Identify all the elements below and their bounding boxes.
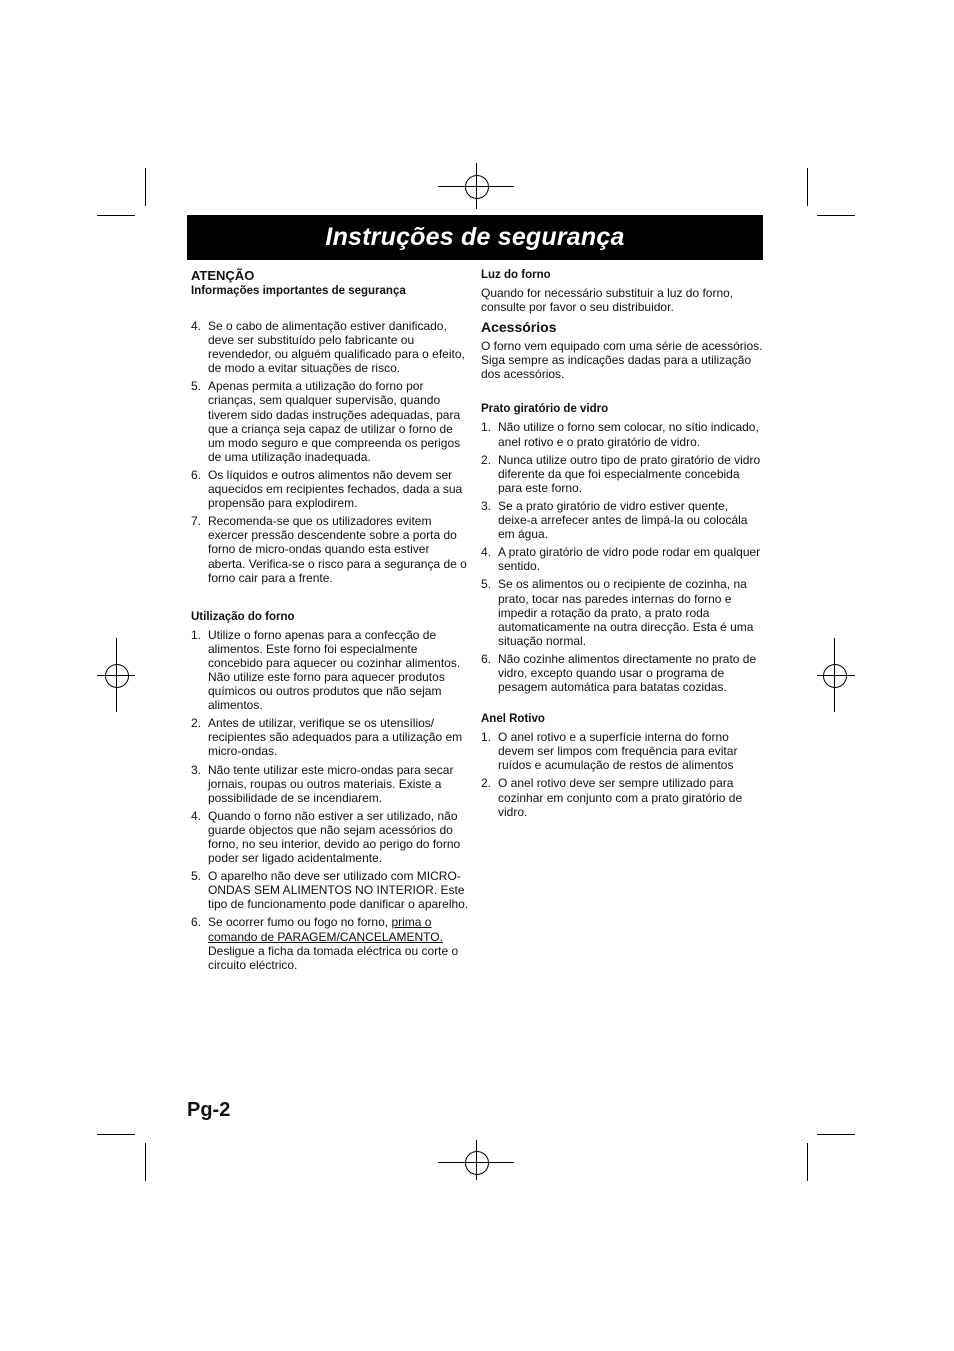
turntable-list	[481, 420, 763, 694]
light-heading: Luz do forno	[481, 269, 551, 281]
list-item: 2. O anel rotivo deve ser sempre utilizado para cozinhar em conjunto com a prato giratório de vidro.	[481, 776, 743, 819]
list-item: 1. Utilize o forno apenas para a confecção de alimentos. Este forno foi especialmente concebido para aquecer ou cozinhar alimentos. Não utilize este forno para aquecer produtos químicos ou outros produtos que não sejam alimentos.	[191, 627, 461, 713]
crop-mark	[817, 1134, 855, 1135]
crop-mark	[807, 168, 808, 206]
usage-heading: Utilização do forno	[191, 610, 295, 623]
list-item: 6. Se ocorrer fumo ou fogo no forno, prima o comando de PARAGEM/CANCELAMENTO. Desligue a ficha da tomada eléctrica ou corte o circuito eléctrico.	[191, 915, 459, 972]
turntable-heading: Prato giratório de vidro	[481, 403, 609, 416]
list-item: 4. Quando o forno não estiver a ser utilizado, não guarde objectos que não sejam acessórios do forno, no seu interior, devido ao perigo do forno poder ser ligado acidentalmente.	[191, 808, 461, 866]
warning-list	[191, 319, 469, 585]
crop-mark	[97, 215, 135, 216]
list-item: 6. Os líquidos e outros alimentos não devem ser aquecidos em recipientes fechados, dada a sua propensão para explodirem.	[191, 467, 463, 511]
crop-mark	[145, 168, 146, 206]
warning-subheading: Informações importantes de segurança	[191, 285, 406, 297]
crop-mark	[817, 215, 855, 216]
page-number: Pg-2	[187, 1099, 231, 1121]
ring-list	[481, 730, 763, 819]
title-banner	[187, 215, 763, 260]
accessories-heading: Acessórios	[481, 319, 557, 336]
crop-mark	[145, 1143, 146, 1181]
list-item: 2. Nunca utilize outro tipo de prato giratório de vidro diferente da que foi especialmente concebida para este forno.	[481, 452, 761, 495]
list-item: 1. O anel rotivo e a superfície interna do forno devem ser limpos com frequência para evitar ruídos e acumulação de restos de alimentos	[481, 730, 738, 773]
list-item: 4. A prato giratório de vidro pode rodar em qualquer sentido.	[481, 545, 761, 574]
list-item: 1. Não utilize o forno sem colocar, no sítio indicado, anel rotivo e o prato giratório de vidro.	[481, 420, 759, 449]
list-item: 3. Não tente utilizar este micro-ondas para secar jornais, roupas ou outros materiais. Existe a possibilidade de se incendiarem.	[191, 762, 454, 805]
list-item: 2. Antes de utilizar, verifique se os utensílios/ recipientes são adequados para a utilização em micro-ondas.	[191, 716, 463, 759]
list-item: 7. Recomenda-se que os utilizadores evitem exercer pressão descendente sobre a porta do forno de micro-ondas quando esta estiver aberta. Verifica-se o risco para a segurança de o forno cair para a frente.	[191, 514, 467, 585]
ring-heading: Anel Rotivo	[481, 713, 545, 726]
list-item: 5. Apenas permita a utilização do forno por crianças, sem qualquer supervisão, quando tiverem sido dadas instruções adequadas, para que a criança seja capaz de utilizar o forno de um modo seguro e que compreenda os perigos de uma utilização inadequada.	[191, 379, 461, 464]
usage-list	[191, 628, 469, 972]
page-title: Instruções de segurança	[325, 223, 625, 251]
crop-mark	[97, 1134, 135, 1135]
list-item: 3. Se a prato giratório de vidro estiver quente, deixe-a arrefecer antes de limpá-la ou colocála em água.	[481, 498, 748, 542]
list-item: 6. Não cozinhe alimentos directamente no prato de vidro, excepto quando usar o programa de pesagem automática para batatas cozidas.	[481, 651, 757, 695]
crop-mark	[807, 1143, 808, 1181]
left-column	[191, 264, 469, 976]
right-column	[481, 264, 763, 823]
light-text: Quando for necessário substituir a luz do forno, consulte por favor o seu distribuidor.	[481, 286, 734, 315]
accessories-text: O forno vem equipado com uma série de acessórios. Siga sempre as indicações dadas para a utilização dos acessórios.	[481, 339, 763, 382]
list-item: 5. O aparelho não deve ser utilizado com MICRO-ONDAS SEM ALIMENTOS NO INTERIOR. Este tipo de funcionamento pode danificar o aparelho.	[191, 869, 469, 912]
list-item: 5. Se os alimentos ou o recipiente de cozinha, na prato, tocar nas paredes internas do forno e impedir a rotação da prato, a prato roda automaticamente na outra direcção. Esta é uma situação normal.	[481, 577, 754, 648]
warning-heading: ATENÇÃO	[191, 268, 255, 283]
underlined-instruction: prima o comando de PARAGEM/CANCELAMENTO.	[208, 915, 443, 944]
list-item: 4. Se o cabo de alimentação estiver danificado, deve ser substituído pelo fabricante ou revendedor, ou alguém qualificado para o efeito, de modo a evitar situações de risco.	[191, 319, 465, 376]
